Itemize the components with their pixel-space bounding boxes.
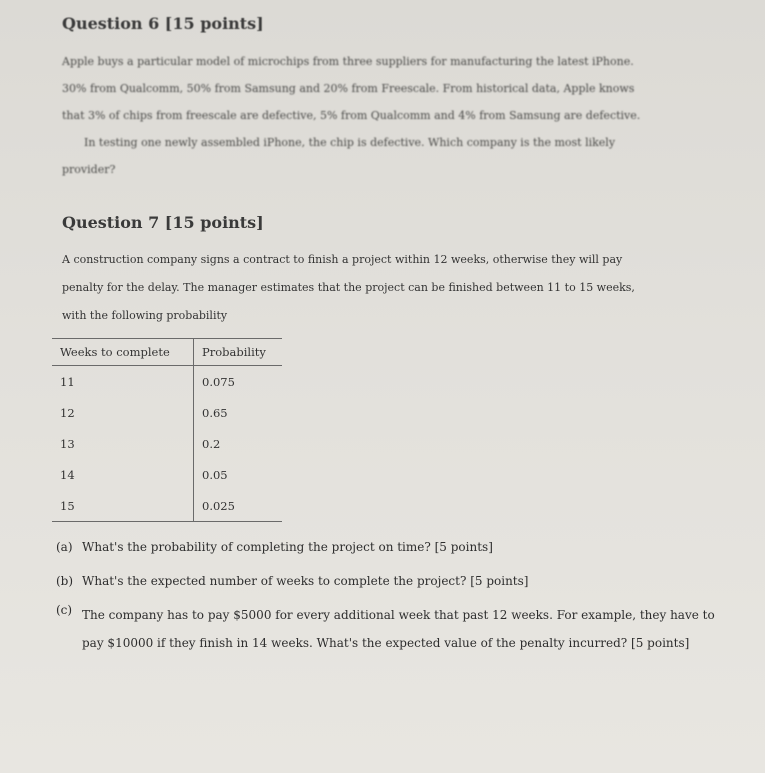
table-header-probability: Probability <box>194 339 283 366</box>
table-cell-probability: 0.05 <box>194 459 283 490</box>
question-6-heading: Question 6 [15 points] <box>62 14 264 33</box>
part-text: What's the probability of completing the project on time? [5 points] <box>82 540 493 554</box>
question-7-line-2: penalty for the delay. The manager estimates that the project can be finished between 11 to 15 weeks, <box>62 281 635 294</box>
part-label: (b) <box>56 574 74 588</box>
table-cell-probability: 0.075 <box>194 366 283 398</box>
table-cell-weeks: 13 <box>52 428 194 459</box>
question-7-parts <box>56 538 736 673</box>
table-cell-weeks: 12 <box>52 397 194 428</box>
table-row <box>52 490 282 522</box>
table-cell-probability: 0.025 <box>194 490 283 522</box>
table-row <box>52 366 282 398</box>
question-7-heading: Question 7 [15 points] <box>62 213 264 232</box>
table-row <box>52 397 282 428</box>
part-text: What's the expected number of weeks to complete the project? [5 points] <box>82 574 529 588</box>
table-cell-probability: 0.2 <box>194 428 283 459</box>
question-6-line-4: In testing one newly assembled iPhone, the chip is defective. Which company is the most likely <box>84 136 616 149</box>
table-header-weeks: Weeks to complete <box>52 339 194 366</box>
part-label: (a) <box>56 540 73 554</box>
table-row <box>52 459 282 490</box>
table-header-row <box>52 339 282 366</box>
part-text: The company has to pay $5000 for every additional week that past 12 weeks. For example, they have to pay $10000 if they finish in 14 weeks. What's the expected value of the penalty incurred? [5 points] <box>82 608 715 650</box>
table-row <box>52 428 282 459</box>
question-7-line-3: with the following probability <box>62 309 228 322</box>
question-7-body <box>62 246 722 330</box>
question-6-body <box>62 48 712 183</box>
question-part-c <box>56 601 736 657</box>
question-7-line-1: A construction company signs a contract to finish a project within 12 weeks, otherwise they will pay <box>62 253 623 266</box>
part-label: (c) <box>56 603 73 617</box>
table-cell-weeks: 11 <box>52 366 194 398</box>
question-6-line-3: that 3% of chips from freescale are defective, 5% from Qualcomm and 4% from Samsung are defective. <box>62 109 641 122</box>
table-cell-probability: 0.65 <box>194 397 283 428</box>
question-6-line-1: Apple buys a particular model of microchips from three suppliers for manufacturing the latest iPhone. <box>62 55 634 68</box>
question-6-line-5: provider? <box>62 163 116 176</box>
question-part-b <box>56 572 736 590</box>
probability-table <box>52 338 282 522</box>
question-part-a <box>56 538 736 556</box>
question-6-line-2: 30% from Qualcomm, 50% from Samsung and 20% from Freescale. From historical data, Apple knows <box>62 82 635 95</box>
table-cell-weeks: 14 <box>52 459 194 490</box>
table-cell-weeks: 15 <box>52 490 194 522</box>
